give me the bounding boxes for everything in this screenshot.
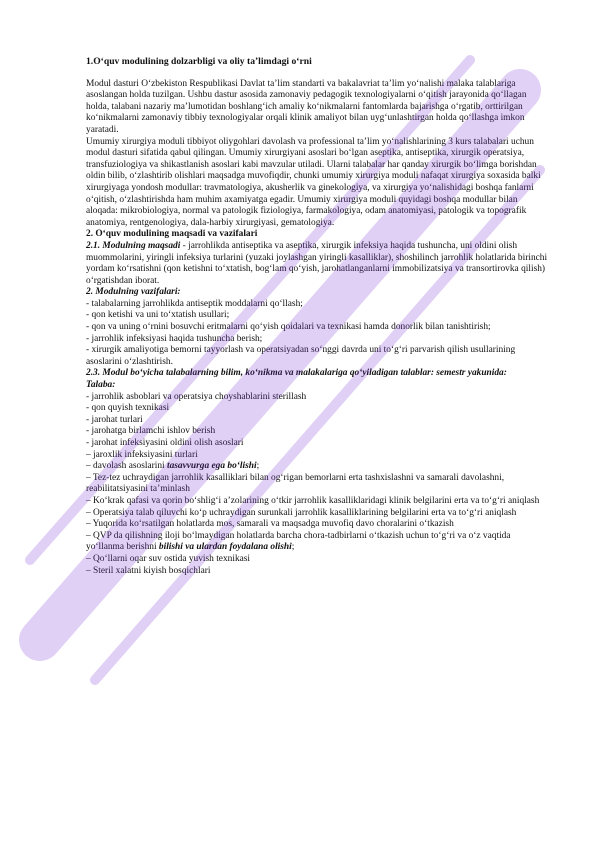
skill-item-emphasis: tasavvurga ega boʻlishi <box>166 461 257 472</box>
skill-item: – jaroxlik infeksiyasini turlari <box>86 449 198 460</box>
section-2-3-heading: 2.3. Modul boʻyicha talabalarning bilim, koʻnikma va malakalariga qoʻyiladigan talablar: semestr yakunida: <box>86 368 507 379</box>
intro-paragraph-1: Modul dasturi Oʻzbekiston Respublikasi Davlat taʼlim standarti va bakalavriat taʼlim yoʻnalishi malaka talablariga asoslangan holda tuzilgan. Ushbu dastur asosida zamonaviy pedagogik texnologiyalarni oʻqitish jarayonida qoʻllagan holda, talabani nazariy maʼlumotidan boshlangʻich amaliy koʻnikmalarni fantomlarda bajarishga oʻrgatib, orttirilgan koʻnikmalarni zamonaviy tibbiy texnologiyalar orqali klinik amaliyot bilan uygʻunlashtirgan holda qoʻllashga imkon yaratadi. <box>86 78 527 135</box>
task-item: - qon ketishi va uni toʻxtatish usullari; <box>86 310 230 321</box>
task-item: - qon va uning oʻrnini bosuvchi eritmalarni qoʻyish qoidalari va texnikasi hamda donorlik bilan tanishtirish; <box>86 322 491 333</box>
intro-paragraph-2: Umumiy xirurgiya moduli tibbiyot oliygohlari davolash va professional taʼlim yoʻnalishlarining 3 kurs talabalari uchun modul dasturi sifatida qabul qilingan. Umumiy xirurgiyani asoslari boʻlgan aseptika, antiseptika, xirurgik operatsiya, transfuziologiya va shikastlanish asoslari kabi mavzular utiladi. Ularni talabalar har qanday xirurgik boʻlimga borishdan oldin bilib, oʻzlashtirib olishlari maqsadga muvofiqdir, chunki umumiy xirurgiya moduli nafaqat xirurgiya soxasida balki xirurgiyaga yondosh modullar: travmatologiya, akusherlik va ginekologiya, va xirurgiya yoʻnalishidagi boshqa fanlarni oʻqitish, oʻzlashtirishda ham muhim axamiyatga egadir. Umumiy xirurgiya moduli quyidagi boshqa modullar bilan aloqada: mikrobiologiya, normal va patologik fiziologiya, farmakologiya, odam anatomiyasi, patologik va topografik anatomiya, rentgenologiya, dala-harbiy xirurgiyasi, gematologiya. <box>86 136 541 228</box>
technique-item: – Steril xalatni kiyish bosqichlari <box>86 565 211 576</box>
skill-item: - jarohatga birlamchi ishlov berish <box>86 426 216 437</box>
skill-item: - qon quyish texnikasi <box>86 403 170 414</box>
ability-item-emphasis: bilishi va ulardan foydalana olishi <box>158 542 292 553</box>
ability-item-text: – QVP da qilishning iloji boʻlmaydigan holatlarda barcha chora-tadbirlarni oʻtkazish uchun toʻgʻri va oʻz vaqtida yoʻllanma berishni <box>86 530 511 553</box>
ability-item: – Yuqorida koʻrsatilgan holatlarda mos, samarali va maqsadga muvofiq davo choralarini oʻtkazish <box>86 519 454 530</box>
talaba-label: Talaba: <box>86 380 116 391</box>
task-item: - talabalarning jarrohlikda antiseptik moddalarni qoʻllash; <box>86 298 303 309</box>
ability-item-punct: ; <box>291 542 295 553</box>
skill-item: - jarohat infeksiyasini oldini olish asoslari <box>86 438 244 448</box>
skill-item: - jarrohlik asboblari va operatsiya choyshablarini sterillash <box>86 391 307 402</box>
skill-item-davolash <box>86 461 548 473</box>
skill-item-punct: ; <box>256 461 260 472</box>
ability-item-qvp <box>86 531 548 554</box>
section-2-2-heading: 2. Modulning vazifalari: <box>86 287 181 298</box>
section-2-1-paragraph <box>86 241 548 287</box>
section-2-1-label: 2.1. Modulning maqsadi <box>86 240 181 251</box>
skill-item: - jarohat turlari <box>86 414 143 425</box>
ability-item: – Tez-tez uchraydigan jarrohlik kasalliklari bilan ogʻrigan bemorlarni erta tashxislashni va samarali davolashni, reabilitatsiyasini taʼminlash <box>86 472 505 495</box>
document-title: 1.Oʻquv modulining dolzarbligi va oliy taʼlimdagi oʻrni <box>86 56 312 67</box>
technique-item: – Qoʻllarni oqar suv ostida yuvish texnikasi <box>86 553 251 564</box>
task-item: - jarrohlik infeksiyasi haqida tushuncha berish; <box>86 333 263 344</box>
document-body <box>86 56 548 577</box>
section-2-heading: 2. Oʻquv modulining maqsadi va vazifalari <box>86 229 258 240</box>
ability-item: – Koʻkrak qafasi va qorin boʻshligʻi aʼzolarining oʻtkir jarrohlik kasalliklaridagi klinik belgilarini erta va toʻgʻri aniqlash <box>86 495 540 506</box>
task-item: - xirurgik amaliyotiga bemorni tayyorlash va operatsiyadan soʻnggi davrda uni toʻgʻri parvarish qilish usullarining asoslarini oʻzlashtirish. <box>86 345 516 367</box>
section-2-1-text: - jarrohlikda antiseptika va aseptika, xirurgik infeksiya haqida tushuncha, uni oldini olish muommolarini, yiringli infeksiya turlarini (yuzaki joylashgan yiringli kasalliklar), shoshilinch jarrohlik holatlarida birinchi yordam koʻrsatishni (qon ketishni toʻxtatish, bogʻlam qoʻyish, jarohatlanganlarni immobilizatsiya va transortirovka qilish) oʻrgatishdan iborat. <box>86 240 548 286</box>
skill-item-text: – davolash asoslarini <box>86 461 167 472</box>
ability-item: – Operatsiya talab qiluvchi koʻp uchraydigan surunkali jarrohlik kasalliklarining belgilarini erta va toʻgʻri aniqlash <box>86 507 517 518</box>
